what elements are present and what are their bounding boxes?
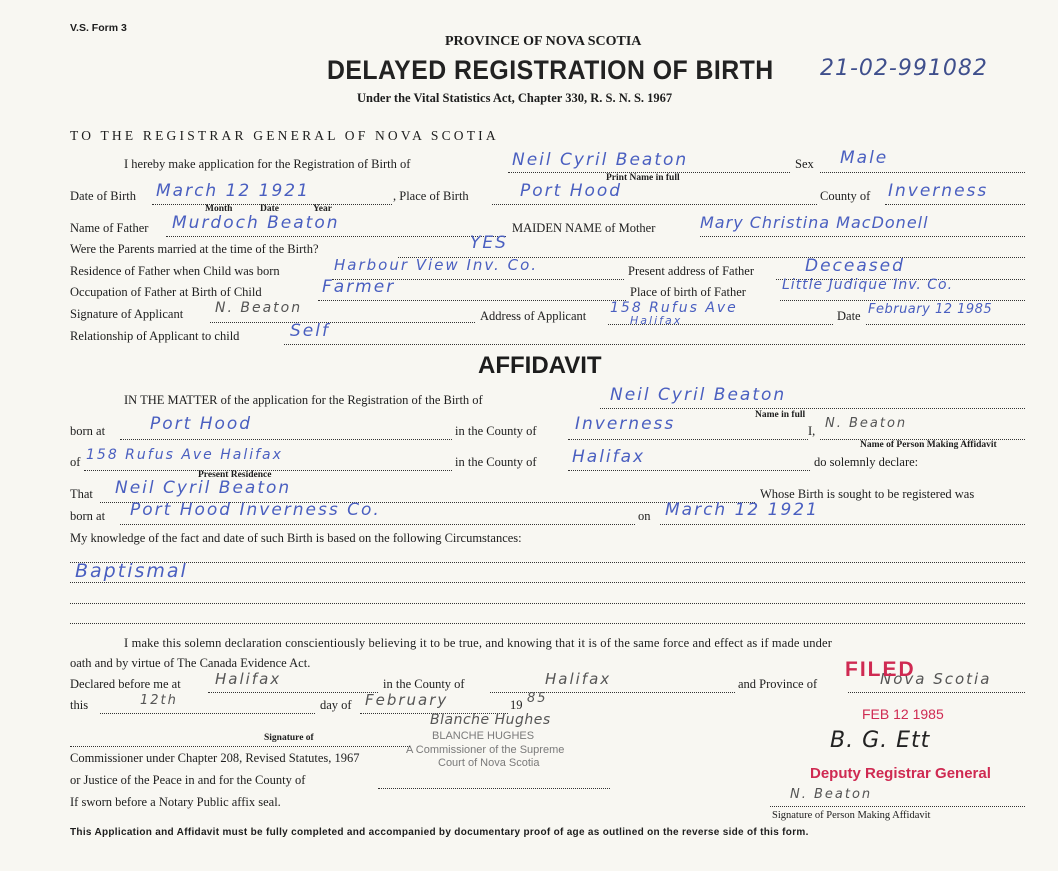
affiant-name-value: N. Beaton <box>825 416 908 431</box>
place-value: Port Hood <box>520 181 623 201</box>
circumstance-value: Baptismal <box>75 560 188 582</box>
commissioner-signature-line <box>70 746 410 747</box>
i-label: I, <box>808 424 816 438</box>
declaration-line-2: oath and by virtue of The Canada Evidence Act. <box>70 656 311 670</box>
affidavit-intro: IN THE MATTER of the application for the Registration of the Birth of <box>124 393 483 407</box>
application-date-label: Date <box>837 309 861 323</box>
commissioner-stamp-line-2: Court of Nova Scotia <box>438 757 540 769</box>
justice-county-line <box>378 788 610 789</box>
declared-county-label: in the County of <box>383 677 465 691</box>
sex-label: Sex <box>795 157 814 171</box>
dob-label: Date of Birth <box>70 189 136 203</box>
date-hint: Date <box>260 204 279 214</box>
circumstance-line-2 <box>70 582 1025 583</box>
year-prefix: 19 <box>510 698 523 712</box>
mother-value: Mary Christina MacDonell <box>700 213 929 232</box>
that-label: That <box>70 487 93 501</box>
declared-at-line <box>208 692 378 693</box>
deputy-registrar-stamp: Deputy Registrar General <box>810 765 991 782</box>
addressee-line: TO THE REGISTRAR GENERAL OF NOVA SCOTIA <box>70 128 499 143</box>
application-date-line <box>866 324 1025 325</box>
place-label: , Place of Birth <box>393 189 469 203</box>
province-line <box>848 692 1025 693</box>
commissioner-signature: Blanche Hughes <box>430 712 551 728</box>
commissioner-stamp-line-1: A Commissioner of the Supreme <box>406 744 565 756</box>
residence-value: Harbour View Inv. Co. <box>334 256 539 274</box>
on-label: on <box>638 509 651 523</box>
affidavit-name-line <box>600 408 1025 409</box>
month-value: February <box>365 691 449 709</box>
sex-value: Male <box>840 148 889 168</box>
commissioner-stamp-name: BLANCHE HUGHES <box>432 730 535 742</box>
applicant-signature: N. Beaton <box>215 300 303 316</box>
that-value: Neil Cyril Beaton <box>115 478 292 498</box>
present-residence-hint: Present Residence <box>198 470 272 480</box>
declared-before-label: Declared before me at <box>70 677 181 691</box>
applicant-address-value: 158 Rufus Ave <box>610 300 738 316</box>
mother-line <box>700 236 1025 237</box>
father-value: Murdoch Beaton <box>172 213 340 233</box>
circumstance-line-3 <box>70 603 1025 604</box>
affidavit-heading: AFFIDAVIT <box>478 352 602 379</box>
province-label: and Province of <box>738 677 818 691</box>
residence-label: Residence of Father when Child was born <box>70 264 280 278</box>
place-line <box>492 204 817 205</box>
application-date-value: February 12 1985 <box>868 302 993 317</box>
applicant-address-city: Halifax <box>630 314 683 327</box>
application-intro: I hereby make application for the Registration of Birth of <box>124 157 411 171</box>
applicant-signature-label: Signature of Applicant <box>70 307 184 321</box>
of-label: of <box>70 455 81 469</box>
form-title: DELAYED REGISTRATION OF BIRTH <box>327 55 774 85</box>
on-value: March 12 1921 <box>665 500 819 520</box>
declared-at-value: Halifax <box>215 670 282 688</box>
affiant-signature: N. Beaton <box>790 787 873 802</box>
born-at-line <box>120 439 452 440</box>
father-pob-label: Place of birth of Father <box>630 285 746 299</box>
day-value: 12th <box>140 693 178 708</box>
affidavit-county-label: in the County of <box>455 424 537 438</box>
applicant-address-label: Address of Applicant <box>480 309 587 323</box>
affiant-residence-value: 158 Rufus Ave Halifax <box>86 447 283 463</box>
notary-line: If sworn before a Notary Public affix seal. <box>70 795 281 809</box>
year-value: 85 <box>527 691 548 706</box>
born-at-label: born at <box>70 424 106 438</box>
affidavit-county2-label: in the County of <box>455 455 537 469</box>
occupation-label: Occupation of Father at Birth of Child <box>70 285 262 299</box>
father-line <box>166 236 506 237</box>
affiant-signature-label: Signature of Person Making Affidavit <box>772 810 931 821</box>
occupation-line <box>318 300 626 301</box>
county-line <box>885 204 1025 205</box>
affidavit-county-value: Inverness <box>575 414 676 434</box>
mother-label: MAIDEN NAME of Mother <box>512 221 656 235</box>
father-label: Name of Father <box>70 221 149 235</box>
this-label: this <box>70 698 89 712</box>
registrar-signature: B. G. Ett <box>830 728 931 753</box>
solemn-declare: do solemnly declare: <box>814 455 919 469</box>
filed-stamp: FILED <box>845 658 916 681</box>
on-line <box>660 524 1025 525</box>
relationship-value: Self <box>290 321 330 341</box>
father-pob-line <box>780 300 1025 301</box>
justice-line: or Justice of the Peace in and for the County of <box>70 773 306 787</box>
present-address-label: Present address of Father <box>628 264 755 278</box>
form-number: V.S. Form 3 <box>70 22 127 34</box>
born-at2-line <box>120 524 635 525</box>
relationship-label: Relationship of Applicant to child <box>70 329 240 343</box>
footer-instructions: This Application and Affidavit must be fully completed and accompanied by documentary proof of age as outlined on the reverse side of this form. <box>70 827 809 838</box>
child-name-value: Neil Cyril Beaton <box>512 150 689 170</box>
relationship-line <box>284 344 1025 345</box>
circumstance-line-4 <box>70 623 1025 624</box>
commissioner-line: Commissioner under Chapter 208, Revised Statutes, 1967 <box>70 751 360 765</box>
day-of-label: day of <box>320 698 352 712</box>
affidavit-county2-value: Halifax <box>572 447 646 467</box>
father-pob-value: Little Judique Inv. Co. <box>782 277 954 293</box>
declared-county-value: Halifax <box>545 670 612 688</box>
name-in-full-hint: Name in full <box>755 410 806 420</box>
form-subtitle: Under the Vital Statistics Act, Chapter 330, R. S. N. S. 1967 <box>357 91 673 105</box>
registration-number: 21-02-991082 <box>820 56 988 81</box>
dob-value: March 12 1921 <box>156 181 310 201</box>
applicant-signature-line <box>210 322 475 323</box>
county-label: County of <box>820 189 871 203</box>
present-address-value: Deceased <box>805 256 905 276</box>
province-value: Nova Scotia <box>880 670 992 688</box>
affidavit-county2-line <box>568 470 810 471</box>
filed-date-stamp: FEB 12 1985 <box>862 706 944 722</box>
month-hint: Month <box>205 204 233 214</box>
affiant-signature-line <box>770 806 1025 807</box>
born-at2-value: Port Hood Inverness Co. <box>130 500 381 520</box>
print-name-hint: Print Name in full <box>606 173 680 183</box>
affidavit-county-line <box>568 439 808 440</box>
married-label: Were the Parents married at the time of the Birth? <box>70 242 319 256</box>
occupation-value: Farmer <box>322 277 396 297</box>
sex-line <box>820 172 1025 173</box>
county-value: Inverness <box>888 181 989 201</box>
whose-birth-text: Whose Birth is sought to be registered was <box>760 487 975 501</box>
signature-of-hint: Signature of <box>264 733 314 743</box>
affidavit-name-value: Neil Cyril Beaton <box>610 385 787 405</box>
born-at2-label: born at <box>70 509 106 523</box>
declaration-line-1: I make this solemn declaration conscientiously believing it to be true, and knowing that it is of the same force and effect as if made under <box>124 636 833 650</box>
affiant-name-hint: Name of Person Making Affidavit <box>860 440 997 450</box>
province-heading: PROVINCE OF NOVA SCOTIA <box>445 34 642 49</box>
born-at-value: Port Hood <box>150 414 253 434</box>
circumstance-line-1 <box>70 562 1025 563</box>
year-hint: Year <box>313 204 332 214</box>
knowledge-text: My knowledge of the fact and date of such Birth is based on the following Circumstances: <box>70 531 522 545</box>
day-line <box>100 713 315 714</box>
married-value: YES <box>470 233 508 253</box>
